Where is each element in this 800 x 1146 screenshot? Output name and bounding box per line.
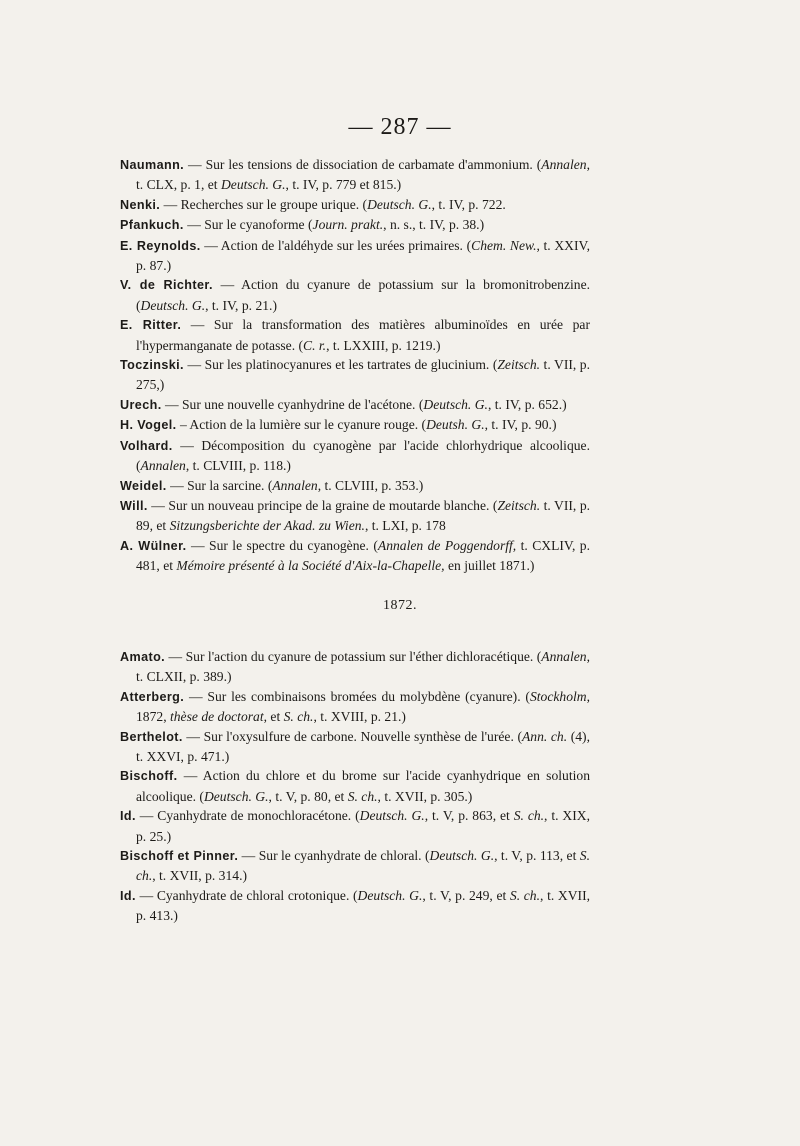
entry-author: Naumann. <box>120 158 185 172</box>
bibliography-entry <box>120 355 590 395</box>
entry-reference: Mémoire présenté à la Société d'Aix-la-Chapelle, <box>176 558 445 574</box>
bibliography-entry <box>120 647 590 687</box>
entry-author: Nenki. <box>120 197 161 212</box>
entry-reference: Journ. prakt. <box>312 217 384 233</box>
entry-text: — Sur les tensions de dissociation de carbamate d'ammonium. ( <box>184 157 542 172</box>
bibliography-entry <box>120 727 590 767</box>
entry-text: , t. XIX, p. 25.) <box>136 808 590 844</box>
entry-text: , t. CLX, p. 1, et <box>136 157 590 193</box>
entry-text: , t. XXIV, p. 87.) <box>136 237 590 274</box>
entry-text: , t. XVIII, p. 21.) <box>313 709 406 725</box>
entry-text: , t. IV, p. 90.) <box>484 417 557 433</box>
entry-reference: Deutsch. G. <box>423 396 488 412</box>
entry-author: Amato. <box>120 650 166 664</box>
entry-reference: Zeitsch. <box>497 497 541 513</box>
entry-reference: Ann. ch. <box>521 728 568 744</box>
entry-author: Pfankuch. <box>120 218 184 233</box>
entry-author: Urech. <box>120 397 162 412</box>
entry-text: , t. CLXII, p. 389.) <box>136 649 590 685</box>
entry-text: , 1872, <box>136 688 590 725</box>
entry-text: , t. IV, p. 779 et 815.) <box>285 177 402 193</box>
entry-text: (4), t. XXVI, p. 471.) <box>136 728 590 765</box>
bibliography-entry <box>120 415 590 435</box>
bibliography-section-after <box>120 647 590 926</box>
entry-text: , t. V, p. 863, et <box>424 808 514 824</box>
entry-text: , t. CLVIII, p. 353.) <box>317 477 424 493</box>
bibliography-entry <box>120 476 590 496</box>
entry-text: , t. V, p. 249, et <box>422 887 510 903</box>
entry-author: Id. <box>120 888 136 903</box>
entry-text: , t. IV, p. 652.) <box>487 396 567 412</box>
entry-reference: S. ch. <box>136 848 590 884</box>
entry-reference: Annalen <box>541 157 587 172</box>
entry-text: — Sur l'action du cyanure de potassium sur l'éther dichloracétique. ( <box>165 649 542 664</box>
entry-text: , t. XVII, p. 305.) <box>377 788 473 804</box>
entry-reference: Deutsch. G. <box>429 848 495 864</box>
bibliography-section-before <box>120 155 590 576</box>
entry-text: , t. V, p. 113, et <box>494 848 580 864</box>
bibliography-entry <box>120 195 590 215</box>
entry-text: , t. LXXIII, p. 1219.) <box>326 337 441 353</box>
entry-text: — Sur une nouvelle cyanhydrine de l'acétone. ( <box>161 396 424 412</box>
entry-author: E. Ritter. <box>120 318 182 333</box>
entry-reference: Sitzungsberichte der Akad. zu Wien. <box>169 518 365 534</box>
entry-author: Volhard. <box>120 438 173 453</box>
entry-reference: Zeitsch. <box>497 357 541 373</box>
bibliography-entry <box>120 536 590 576</box>
entry-reference: S. ch. <box>283 709 314 725</box>
entry-text: — Sur la sarcine. ( <box>166 477 273 493</box>
entry-author: Id. <box>120 809 136 824</box>
entry-reference: S. ch. <box>347 788 378 804</box>
entry-reference: Annalen <box>541 649 587 664</box>
bibliography-entry <box>120 275 590 315</box>
entry-text: — Cyanhydrate de monochloracétone. ( <box>135 808 360 824</box>
entry-author: H. Vogel. <box>120 418 177 433</box>
entry-text: — Sur le spectre du cyanogène. ( <box>186 537 378 553</box>
entry-reference: Annalen de Poggendorff, <box>377 537 517 553</box>
entry-author: A. Wülner. <box>120 538 187 553</box>
entry-text: — Action du chlore et du brome sur l'acide cyanhydrique en solution alcoolique. ( <box>136 768 590 804</box>
bibliography-entry <box>120 886 590 926</box>
bibliography-entry <box>120 236 590 276</box>
entry-text: — Sur l'oxysulfure de carbone. Nouvelle synthèse de l'urée. ( <box>182 728 522 744</box>
page-number: — 287 — <box>348 114 452 140</box>
entry-reference: Deutsch. G. <box>203 788 269 804</box>
entry-text: t. VII, p. 275,) <box>136 357 590 393</box>
entry-text: t. CXLIV, p. 481, et <box>136 537 590 574</box>
entry-author: Weidel. <box>120 478 167 493</box>
entry-text: , n. s., t. IV, p. 38.) <box>383 217 485 233</box>
entry-text: — Sur le cyanoforme ( <box>183 217 313 233</box>
entry-text: — Action de l'aldéhyde sur les urées primaires. ( <box>200 237 472 253</box>
entry-author: Will. <box>120 498 148 513</box>
bibliography-entry <box>120 766 590 806</box>
bibliography-entry <box>120 155 590 195</box>
entry-text: — Action du cyanure de potassium sur la bromonitrobenzine. ( <box>136 277 590 313</box>
entry-text: – Action de la lumière sur le cyanure rouge. ( <box>176 417 427 433</box>
entry-reference: C. r. <box>303 337 327 353</box>
entry-author: Bischoff. <box>120 769 178 784</box>
entry-author: E. Reynolds. <box>120 238 201 253</box>
entry-reference: Deutsch. G. <box>140 297 206 313</box>
entry-author: Berthelot. <box>120 729 183 744</box>
entry-text: , t. LXI, p. 178 <box>364 518 446 534</box>
entry-text: — Sur les combinaisons bromées du molybdène (cyanure). ( <box>184 688 530 704</box>
bibliography-entry <box>120 436 590 476</box>
entry-author: Toczinski. <box>120 358 184 373</box>
entry-reference: S. ch. <box>513 808 545 824</box>
entry-text: , t. V, p. 80, et <box>268 788 348 804</box>
entry-reference: Deutsch. G. <box>357 887 423 903</box>
entry-text: , t. CLVIII, p. 118.) <box>185 458 291 474</box>
entry-text: t. VII, p. 89, et <box>136 497 591 534</box>
entry-reference: Deutsh. G. <box>426 417 485 433</box>
entry-text: — Sur la transformation des matières albuminoïdes en urée par l'hypermanganate de potasse. ( <box>136 317 590 353</box>
entry-text: — Cyanhydrate de chloral crotonique. ( <box>135 887 358 903</box>
entry-reference: Annalen <box>272 477 318 493</box>
entry-text: , t. IV, p. 722. <box>431 196 506 212</box>
bibliography-entry <box>120 687 590 727</box>
entry-reference: Annalen <box>140 458 186 474</box>
entry-author: V. de Richter. <box>120 278 213 293</box>
entry-author: Atterberg. <box>120 689 185 704</box>
entry-text: , t. XVII, p. 314.) <box>152 868 247 884</box>
bibliography-entry <box>120 846 590 886</box>
entry-reference: Stockholm <box>529 688 587 704</box>
bibliography-entry <box>120 315 590 355</box>
entry-author: Bischoff et Pinner. <box>120 849 239 864</box>
bibliography-entry <box>120 806 590 846</box>
entry-text: — Sur les platinocyanures et les tartrates de glucinium. ( <box>183 357 498 373</box>
entry-reference: Chem. New. <box>471 237 537 253</box>
bibliography-entry <box>120 496 590 536</box>
bibliography-entry <box>120 395 590 415</box>
entry-reference: S. ch. <box>509 887 541 903</box>
entry-reference: Deutsch. G. <box>367 196 432 212</box>
entry-text: , t. XVII, p. 413.) <box>136 887 590 924</box>
year-heading: 1872. <box>383 598 417 613</box>
entry-text: — Sur le cyanhydrate de chloral. ( <box>238 848 430 864</box>
entry-text: — Sur un nouveau principe de la graine de moutarde blanche. ( <box>147 497 498 513</box>
bibliography-entry <box>120 215 590 235</box>
entry-text: , t. IV, p. 21.) <box>205 297 277 313</box>
entry-text: — Décomposition du cyanogène par l'acide chlorhydrique alcoolique. ( <box>136 437 590 474</box>
entry-text: , et <box>263 709 284 725</box>
entry-reference: thèse de doctorat <box>169 709 264 725</box>
entry-reference: Deutsch. G. <box>359 808 425 824</box>
entry-reference: Deutsch. G. <box>220 177 286 193</box>
entry-text: en juillet 1871.) <box>444 558 535 574</box>
entry-text: — Recherches sur le groupe urique. ( <box>160 196 368 212</box>
